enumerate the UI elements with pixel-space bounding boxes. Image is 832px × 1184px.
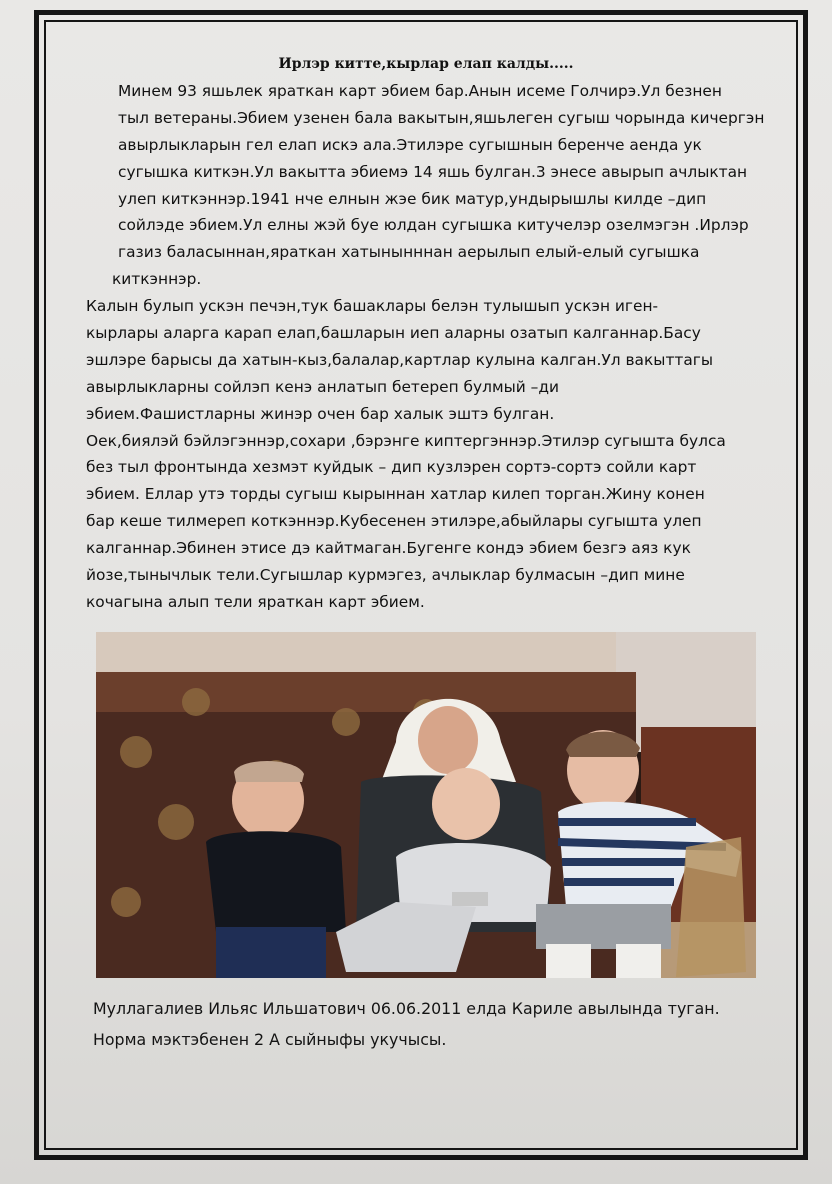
photo-caption [93,993,793,1055]
caption-line: Муллагалиев Ильяс Ильшатович 06.06.2011 елда Кариле авылында туган. [93,999,720,1018]
body-line: киткэннэр. [112,270,202,289]
body-line: газиз баласыннан,яраткан хатынынннан аерылып елый-елый сугышка [118,243,700,262]
body-line: кочагына алып тели яраткан карт эбием. [86,592,425,611]
body-line: Минем 93 яшьлек яраткан карт эбием бар.Анын исеме Голчирэ.Ул безнен [118,82,722,100]
body-line: сугышка киткэн.Ул вакытта эбиемэ 14 яшь булган.3 энесе авырып ачлыктан [118,162,748,181]
body-line: авырлыкларны сойлэп кенэ анлатып бетереп булмый –ди [86,377,559,396]
family-photo-illustration [96,632,756,978]
body-line: без тыл фронтында хезмэт куйдык – дип кузлэрен сортэ-сортэ сойли карт [86,458,697,477]
family-photo [96,632,756,978]
body-line: сойлэде эбием.Ул елны жэй буе юлдан сугышка китучелэр озелмэгэн .Ирлэр [118,216,749,235]
body-line: Оек,биялэй бэйлэгэннэр,сохари ,бэрэнге киптергэннэр.Этилэр сугышта булса [86,431,726,450]
caption-line: Норма мэктэбенен 2 А сыйныфы укучысы. [93,1030,447,1049]
body-line: кырлары аларга карап елап,башларын иеп аларны озатып калганнар.Басу [86,324,701,343]
body-text [86,78,798,616]
body-line: бар кеше тилмереп коткэннэр.Кубесенен этилэре,абыйлары сугышта улеп [86,512,702,531]
body-line: йозе,тынычлык тели.Сугышлар курмэгез, ачлыклар булмасын –дип мине [86,566,685,585]
document-title: Ирлэр китте,кырлар елап калды..... [278,56,574,72]
body-line: тыл ветераны.Эбием узенен бала вакытын,яшьлеген сугыш чорында кичергэн [118,108,765,127]
body-line: эшлэре барысы да хатын-кыз,балалар,картлар кулына калган.Ул вакыттагы [86,350,714,369]
body-line: улеп киткэннэр.1941 нче елнын жэе бик матур,ундырышлы килде –дип [118,189,707,208]
body-line: Калын булып ускэн печэн,тук башаклары белэн тулышып ускэн иген- [86,297,659,316]
body-line: эбием. Еллар утэ торды сугыш кырыннан хатлар килеп торган.Жину конен [86,485,705,504]
body-line: калганнар.Эбинен этисе дэ кайтмаган.Бугенге кондэ эбием безгэ аяз кук [86,539,691,558]
body-line: авырлыкларын гел елап искэ ала.Этилэре сугышнын беренче аенда ук [118,135,702,154]
body-line: эбием.Фашистларны жинэр очен бар халык эштэ булган. [86,404,555,423]
